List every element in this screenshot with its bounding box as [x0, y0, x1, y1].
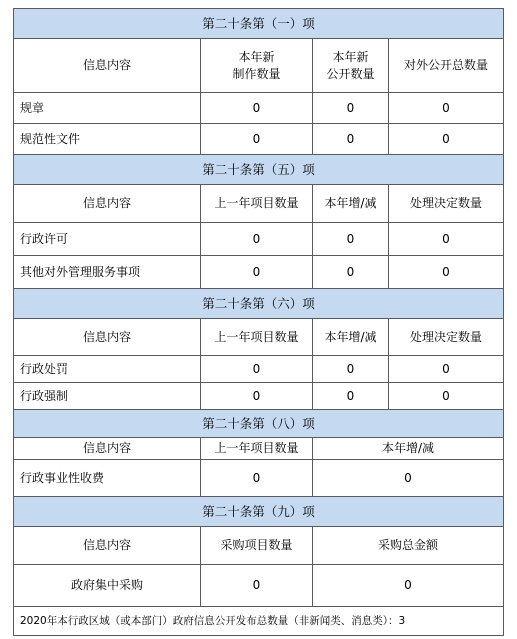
table-cell: 0: [313, 223, 389, 256]
column-header-row: [13, 319, 504, 356]
column-header: 信息内容: [13, 39, 201, 93]
table-row: [13, 565, 504, 607]
column-header-row: [13, 185, 504, 223]
section-item-1: [13, 8, 504, 155]
section-title-row: [13, 497, 504, 527]
header-line: 公开数量: [326, 66, 375, 81]
section-title-row: [13, 410, 504, 438]
column-header: [201, 39, 313, 93]
table-cell: 0: [389, 93, 504, 124]
section-title: 第二十条第（六）项: [13, 289, 504, 319]
section-title: 第二十条第（九）项: [13, 497, 504, 527]
header-line: 本年新: [238, 49, 275, 64]
section-item-4: [13, 410, 504, 497]
row-label: 其他对外管理服务事项: [13, 256, 201, 289]
table-cell: 0: [201, 383, 313, 410]
footer-total: 2020年本行政区域（或本部门）政府信息公开发布总数量（非新闻类、消息类）：3: [13, 607, 504, 636]
footer-row: [13, 607, 504, 636]
table-cell: 0: [389, 223, 504, 256]
table-cell: 0: [201, 460, 313, 497]
row-label: 行政强制: [13, 383, 201, 410]
section-item-3: [13, 289, 504, 410]
table-row: [13, 124, 504, 155]
table-cell: 0: [389, 356, 504, 383]
table-cell: 0: [389, 124, 504, 155]
table-cell: 0: [389, 256, 504, 289]
column-header: [313, 39, 389, 93]
column-header: 采购项目数量: [201, 527, 313, 565]
table-cell: 0: [201, 565, 313, 607]
table-cell: 0: [313, 93, 389, 124]
column-header: 处理决定数量: [389, 185, 504, 223]
column-header-row: [13, 39, 504, 93]
section-title: 第二十条第（一）项: [13, 8, 504, 39]
table-cell: 0: [313, 356, 389, 383]
column-header: 本年增/减: [313, 185, 389, 223]
table-cell: 0: [201, 93, 313, 124]
table-row: [13, 256, 504, 289]
table-cell: 0: [313, 565, 504, 607]
column-header: 本年增/减: [313, 319, 389, 356]
column-header: 信息内容: [13, 319, 201, 356]
table-row: [13, 460, 504, 497]
table-cell: 0: [313, 124, 389, 155]
table-cell: 0: [201, 124, 313, 155]
section-title: 第二十条第（八）项: [13, 410, 504, 438]
table-cell: 0: [313, 383, 389, 410]
section-item-2: [13, 155, 504, 289]
row-label: 政府集中采购: [13, 565, 201, 607]
table-cell: 0: [313, 460, 504, 497]
table-cell: 0: [313, 256, 389, 289]
column-header: 对外公开总数量: [389, 39, 504, 93]
column-header: 上一年项目数量: [201, 438, 313, 460]
column-header-row: [13, 438, 504, 460]
header-line: 本年新: [332, 49, 369, 64]
row-label: 行政处罚: [13, 356, 201, 383]
table-row: [13, 356, 504, 383]
column-header: 信息内容: [13, 185, 201, 223]
row-label: 规范性文件: [13, 124, 201, 155]
section-title-row: [13, 289, 504, 319]
table-row: [13, 223, 504, 256]
section-item-5: [13, 497, 504, 607]
column-header: 采购总金额: [313, 527, 504, 565]
section-title-row: [13, 155, 504, 185]
column-header: 上一年项目数量: [201, 185, 313, 223]
header-line: 制作数量: [232, 66, 281, 81]
row-label: 行政许可: [13, 223, 201, 256]
column-header: 上一年项目数量: [201, 319, 313, 356]
row-label: 行政事业性收费: [13, 460, 201, 497]
column-header: 信息内容: [13, 438, 201, 460]
table-cell: 0: [201, 356, 313, 383]
column-header: 处理决定数量: [389, 319, 504, 356]
column-header-row: [13, 527, 504, 565]
table-cell: 0: [389, 383, 504, 410]
section-title: 第二十条第（五）项: [13, 155, 504, 185]
table-cell: 0: [201, 256, 313, 289]
section-title-row: [13, 8, 504, 39]
column-header: 本年增/减: [313, 438, 504, 460]
table-cell: 0: [201, 223, 313, 256]
table-row: [13, 383, 504, 410]
row-label: 规章: [13, 93, 201, 124]
table-row: [13, 93, 504, 124]
disclosure-table: [13, 8, 504, 636]
column-header: 信息内容: [13, 527, 201, 565]
